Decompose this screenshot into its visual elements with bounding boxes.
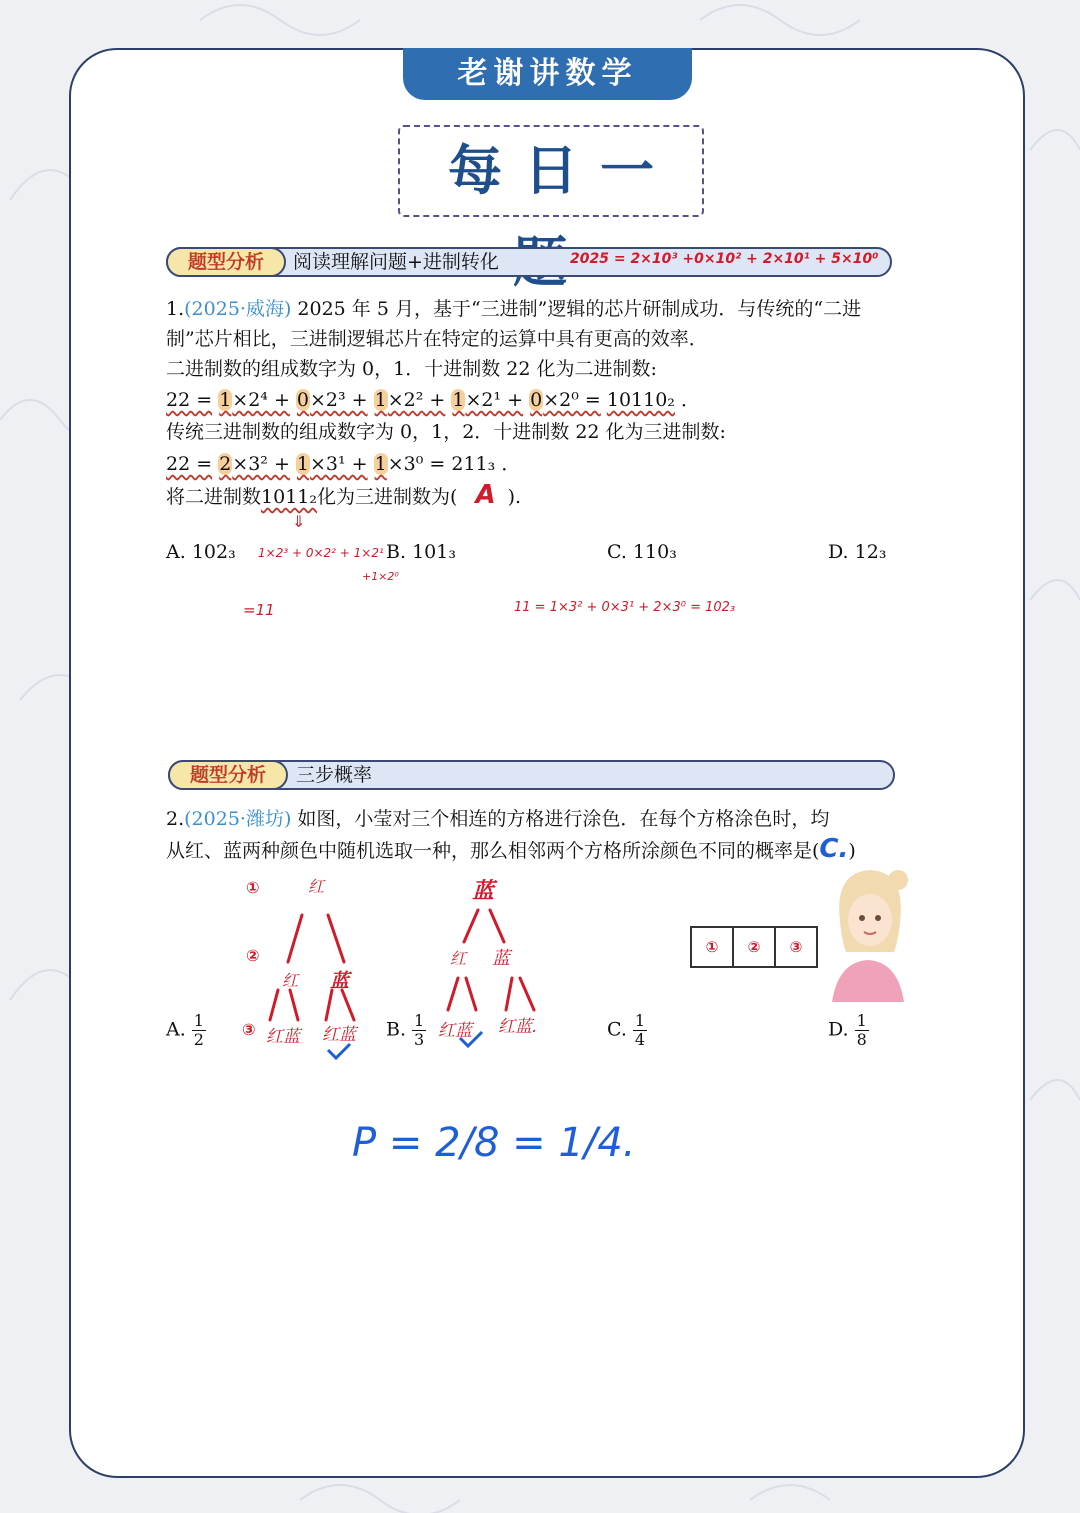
q2-line2 [166, 835, 856, 865]
eq1-term: ×2⁴ + [232, 389, 290, 411]
option-label: C. [607, 1018, 627, 1041]
option-value: 12₃ [854, 541, 887, 563]
q1-work-line3: =11 [243, 601, 275, 619]
section1-handwritten-note: 2025 = 2×10³ +0×10² + 2×10¹ + 5×10⁰ [570, 251, 879, 267]
q2-option-a [166, 1012, 206, 1049]
q1-source: (2025·威海) [184, 298, 292, 320]
numerator: 1 [193, 1011, 204, 1030]
q1-text5c: ). [507, 486, 522, 508]
numerator: 1 [414, 1011, 425, 1030]
eq1-digit: 1 [219, 389, 232, 411]
q2-number: 2. [166, 808, 185, 830]
tree-right-leaf2: 红蓝. [498, 1017, 538, 1037]
q1-work-line1: 1×2³ + 0×2² + 1×2¹ [258, 546, 384, 560]
tree-step-2: ② [246, 946, 260, 965]
q1-text5b: 化为三进制数为( [317, 486, 458, 508]
q1-option-d [828, 538, 886, 566]
eq2-lhs: 22 = [166, 453, 213, 475]
eq1-term: ×2³ + [310, 389, 368, 411]
fraction [192, 1012, 206, 1049]
daily-title: 每日一 [448, 139, 676, 202]
numerator: 1 [856, 1011, 867, 1030]
section1-tag: 题型分析 [166, 247, 286, 277]
option-value: 110₃ [632, 541, 677, 563]
q1-option-c [607, 538, 677, 566]
q1-line1 [166, 295, 861, 323]
eq1-lhs: 22 = [166, 389, 213, 411]
tree-right-mid2: 蓝 [492, 948, 510, 969]
q2-handwritten-answer: C. [819, 834, 849, 864]
eq2-digit: 1 [374, 453, 387, 475]
q1-line4: 传统三进制数的组成数字为 0，1，2．十进制数 22 化为三进制数: [166, 421, 726, 443]
q2-option-c [607, 1012, 647, 1049]
square-2: ② [732, 926, 776, 968]
tree-left-leaf1: 红蓝 [266, 1027, 300, 1047]
eq1-term: ×2⁰ = [543, 389, 601, 411]
fraction [855, 1012, 869, 1049]
q2-option-d [828, 1012, 869, 1049]
q2-option-b [386, 1012, 426, 1049]
eq1-result: 10110₂ [606, 389, 675, 411]
eq1-term: ×2¹ + [465, 389, 524, 411]
q1-option-b [386, 538, 456, 566]
tree-step-1: ① [246, 878, 260, 897]
q2-line1 [166, 805, 829, 833]
eq1-digit: 0 [296, 389, 310, 411]
option-label: D. [828, 541, 849, 563]
girl-illustration [822, 862, 914, 1002]
tree-right-leaf1: 红蓝 [438, 1021, 472, 1041]
square-1: ① [690, 926, 734, 968]
denominator: 2 [193, 1030, 204, 1049]
q1-option-a [166, 538, 236, 566]
q1-line5 [166, 481, 521, 511]
denominator: 4 [634, 1030, 646, 1049]
fraction [412, 1012, 426, 1049]
q1-text1: 2025 年 5 月，基于“三进制”逻辑的芯片研制成功．与传统的“二进 [297, 298, 862, 320]
denominator: 3 [414, 1030, 425, 1049]
q2-text2-end: ) [848, 840, 856, 862]
numerator: 1 [634, 1011, 646, 1030]
fraction [633, 1012, 647, 1049]
section2-topic: 三步概率 [296, 764, 373, 786]
option-label: B. [386, 541, 407, 563]
tree-root-left: 红 [308, 877, 325, 896]
q2-text1: 如图，小莹对三个相连的方格进行涂色．在每个方格涂色时，均 [297, 808, 830, 830]
q1-work-line4: 11 = 1×3² + 0×3¹ + 2×3⁰ = 102₃ [514, 600, 736, 615]
option-value: 102₃ [191, 541, 236, 563]
option-label: C. [607, 541, 627, 563]
eq1-term: ×2² + [387, 389, 446, 411]
option-label: A. [166, 541, 186, 563]
q1-eq1 [166, 386, 700, 414]
eq1-end: ． [680, 389, 700, 411]
q1-line2: 制”芯片相比，三进制逻辑芯片在特定的运算中具有更高的效率． [166, 328, 708, 350]
tree-right-mid1: 红 [450, 949, 467, 968]
option-value: 101₃ [412, 541, 456, 563]
three-squares [690, 926, 816, 968]
tree-root-right: 蓝 [472, 879, 495, 904]
q2-text2: 从红、蓝两种颜色中随机选取一种，那么相邻两个方格所涂颜色不同的概率是( [166, 840, 820, 862]
option-label: B. [386, 1018, 407, 1041]
q1-line3: 二进制数的组成数字为 0，1．十进制数 22 化为二进制数: [166, 358, 657, 380]
eq2-end: ． [501, 453, 521, 475]
q2-handwritten-result: P = 2/8 = 1/4. [352, 1120, 636, 1166]
eq2-digit: 2 [219, 453, 232, 475]
square-3: ③ [774, 926, 818, 968]
q1-binary-number: 1011₂ [261, 486, 317, 508]
eq2-digit: 1 [296, 453, 310, 475]
eq2-term: ×3² + [232, 453, 290, 475]
down-arrow-icon: ⇓ [292, 512, 306, 531]
tree-left-leaf2: 红蓝 [322, 1025, 356, 1045]
section1-topic: 阅读理解问题+进制转化 [293, 251, 499, 273]
section2-tag: 题型分析 [168, 760, 288, 790]
tree-left-mid1: 红 [282, 971, 299, 990]
q1-work-line2: +1×2⁰ [362, 570, 399, 583]
tree-left-mid2: 蓝 [330, 970, 350, 992]
eq2-term: ×3¹ + [310, 453, 368, 475]
q1-eq2 [166, 450, 520, 478]
q1-handwritten-answer: A [475, 480, 496, 510]
q2-source: (2025·潍坊) [184, 808, 292, 830]
eq1-digit: 1 [452, 389, 465, 411]
brand-banner: 老谢讲数学 [403, 48, 692, 100]
option-label: A. [166, 1018, 186, 1041]
denominator: 8 [856, 1030, 867, 1049]
eq1-digit: 1 [374, 389, 387, 411]
q1-text5a: 将二进制数 [166, 486, 262, 508]
eq1-digit: 0 [530, 389, 543, 411]
option-label: D. [828, 1018, 849, 1041]
tree-step-3: ③ [242, 1020, 256, 1039]
eq2-term: ×3⁰ = 211₃ [387, 453, 496, 475]
q1-number: 1. [166, 298, 185, 320]
